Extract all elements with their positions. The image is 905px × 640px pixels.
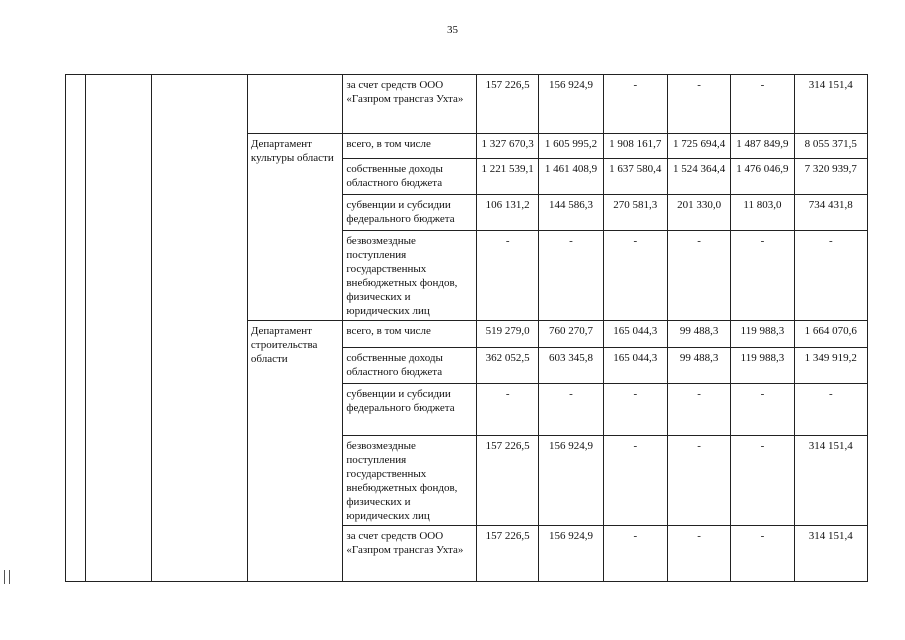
- funding-source: субвенции и субсидии федерального бюджета: [343, 384, 477, 436]
- value-cell: 106 131,2: [477, 195, 539, 231]
- value-cell: -: [667, 231, 730, 321]
- funding-source: собственные доходы областного бюджета: [343, 348, 477, 384]
- value-cell: -: [603, 231, 667, 321]
- value-cell: -: [794, 384, 867, 436]
- funding-source: за счет средств ООО «Газпром трансгаз Ухта»: [343, 75, 477, 134]
- department-culture: Департамент культуры области: [247, 134, 342, 321]
- value-cell: 1 461 408,9: [539, 159, 603, 195]
- value-cell: 362 052,5: [477, 348, 539, 384]
- value-cell: 11 803,0: [731, 195, 794, 231]
- value-cell: 603 345,8: [539, 348, 603, 384]
- value-cell: -: [603, 436, 667, 526]
- value-cell: 201 330,0: [667, 195, 730, 231]
- value-cell: -: [794, 231, 867, 321]
- value-cell: -: [667, 526, 730, 582]
- col-blank-1: [66, 75, 86, 582]
- value-cell: 157 226,5: [477, 436, 539, 526]
- value-cell: 1 908 161,7: [603, 134, 667, 159]
- value-cell: 1 221 539,1: [477, 159, 539, 195]
- value-cell: -: [477, 384, 539, 436]
- value-cell: -: [603, 384, 667, 436]
- value-cell: 156 924,9: [539, 526, 603, 582]
- value-cell: -: [477, 231, 539, 321]
- value-cell: 144 586,3: [539, 195, 603, 231]
- value-cell: 1 327 670,3: [477, 134, 539, 159]
- margin-mark: [4, 570, 10, 584]
- value-cell: 1 476 046,9: [731, 159, 794, 195]
- budget-table: [65, 74, 868, 582]
- funding-source: собственные доходы областного бюджета: [343, 159, 477, 195]
- value-cell: 99 488,3: [667, 321, 730, 348]
- funding-source: безвозмездные поступления государственных внебюджетных фондов, физических и юридических лиц: [343, 436, 477, 526]
- value-cell: 314 151,4: [794, 526, 867, 582]
- value-cell: 1 725 694,4: [667, 134, 730, 159]
- value-cell: -: [731, 436, 794, 526]
- value-cell: 8 055 371,5: [794, 134, 867, 159]
- value-cell: -: [731, 526, 794, 582]
- value-cell: 99 488,3: [667, 348, 730, 384]
- value-cell: 314 151,4: [794, 436, 867, 526]
- value-cell: 1 605 995,2: [539, 134, 603, 159]
- department-cell-continued: [247, 75, 342, 134]
- value-cell: -: [539, 231, 603, 321]
- value-cell: 156 924,9: [539, 436, 603, 526]
- value-cell: 157 226,5: [477, 75, 539, 134]
- value-cell: -: [667, 436, 730, 526]
- value-cell: 270 581,3: [603, 195, 667, 231]
- value-cell: 1 487 849,9: [731, 134, 794, 159]
- table-row: [66, 75, 868, 134]
- value-cell: 156 924,9: [539, 75, 603, 134]
- department-construction: Департамент строительства области: [247, 321, 342, 582]
- value-cell: 760 270,7: [539, 321, 603, 348]
- value-cell: 734 431,8: [794, 195, 867, 231]
- value-cell: -: [603, 75, 667, 134]
- value-cell: 119 988,3: [731, 321, 794, 348]
- value-cell: 1 524 364,4: [667, 159, 730, 195]
- value-cell: 165 044,3: [603, 348, 667, 384]
- value-cell: 314 151,4: [794, 75, 867, 134]
- funding-source: безвозмездные поступления государственных внебюджетных фондов, физических и юридических лиц: [343, 231, 477, 321]
- value-cell: -: [731, 384, 794, 436]
- value-cell: -: [603, 526, 667, 582]
- value-cell: 1 637 580,4: [603, 159, 667, 195]
- funding-source: за счет средств ООО «Газпром трансгаз Ухта»: [343, 526, 477, 582]
- value-cell: 1 349 919,2: [794, 348, 867, 384]
- page-number: 35: [447, 24, 458, 36]
- col-blank-3: [152, 75, 247, 582]
- value-cell: 1 664 070,6: [794, 321, 867, 348]
- value-cell: 165 044,3: [603, 321, 667, 348]
- value-cell: -: [667, 75, 730, 134]
- value-cell: -: [539, 384, 603, 436]
- value-cell: 7 320 939,7: [794, 159, 867, 195]
- col-blank-2: [86, 75, 152, 582]
- value-cell: 157 226,5: [477, 526, 539, 582]
- value-cell: 519 279,0: [477, 321, 539, 348]
- value-cell: 119 988,3: [731, 348, 794, 384]
- funding-source: всего, в том числе: [343, 321, 477, 348]
- funding-source: субвенции и субсидии федерального бюджета: [343, 195, 477, 231]
- value-cell: -: [731, 75, 794, 134]
- value-cell: -: [667, 384, 730, 436]
- funding-source: всего, в том числе: [343, 134, 477, 159]
- value-cell: -: [731, 231, 794, 321]
